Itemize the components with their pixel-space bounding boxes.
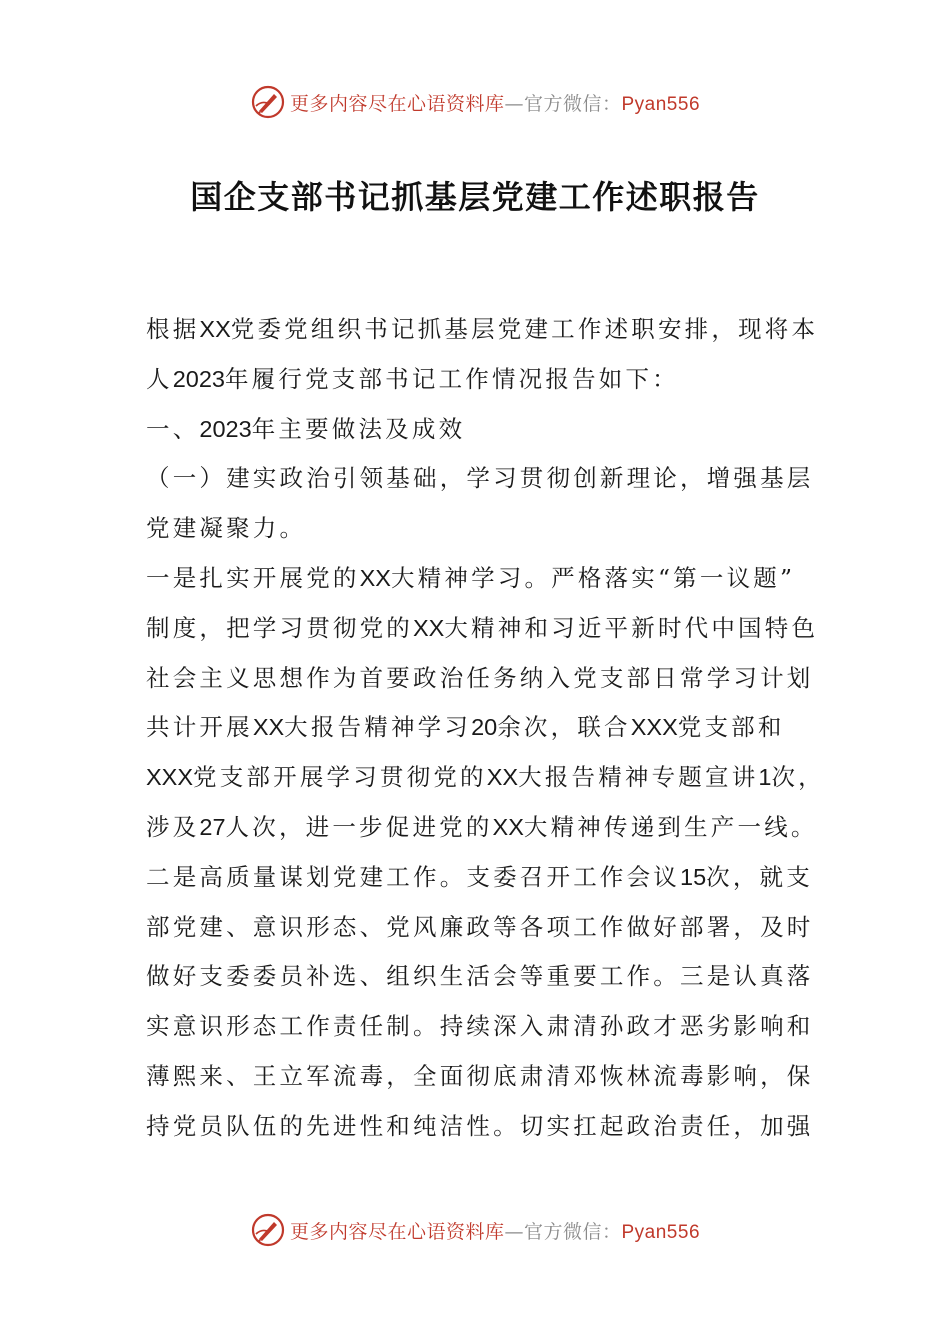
document-body <box>146 305 825 1152</box>
section-heading: 一、2023年主要做法及成效 <box>146 414 466 443</box>
body-line: 实意识形态工作责任制。持续深入肃清孙政才恶劣影响和 <box>146 1012 814 1041</box>
watermark-text: 更多内容尽在心语资料库—官方微信：Pyan556 <box>289 1220 701 1243</box>
pen-seal-icon <box>250 84 286 120</box>
body-line: 共计开展XX大报告精神学习20余次，联合XXX党支部和 <box>146 713 785 742</box>
body-line: 根据XX党委党组织书记抓基层党建工作述职安排，现将本 <box>146 315 819 343</box>
body-line: 社会主义思想作为首要政治任务纳入党支部日常学习计划 <box>146 663 814 692</box>
watermark-text: 更多内容尽在心语资料库—官方微信：Pyan556 <box>289 92 701 115</box>
body-line: 做好支委委员补选、组织生活会等重要工作。三是认真落 <box>146 962 814 991</box>
body-line: 二是高质量谋划党建工作。支委召开工作会议15次，就支 <box>146 862 813 891</box>
footer-watermark-banner <box>0 1208 950 1252</box>
body-line: 部党建、意识形态、党风廉政等各项工作做好部署，及时 <box>146 912 814 941</box>
body-line: XXX党支部开展学习贯彻党的XX大报告精神专题宣讲1次， <box>146 763 825 792</box>
body-line: 人2023年履行党支部书记工作情况报告如下： <box>146 364 679 393</box>
body-line: 薄熙来、王立军流毒，全面彻底肃清邓恢林流毒影响，保 <box>146 1061 814 1090</box>
body-line: 一是扎实开展党的XX大精神学习。严格落实“第一议题” <box>146 563 796 592</box>
document-title: 国企支部书记抓基层党建工作述职报告 <box>190 178 760 216</box>
body-line: 持党员队伍的先进性和纯洁性。切实扛起政治责任，加强 <box>146 1111 814 1140</box>
body-line: 制度，把学习贯彻党的XX大精神和习近平新时代中国特色 <box>146 613 819 642</box>
body-line: 涉及27人次，进一步促进党的XX大精神传递到生产一线。 <box>146 812 818 841</box>
subsection-heading: 党建凝聚力。 <box>146 514 307 543</box>
subsection-heading: （一）建实政治引领基础，学习贯彻创新理论，增强基层 <box>146 464 814 493</box>
pen-seal-icon <box>250 1212 286 1248</box>
header-watermark-banner <box>0 80 950 124</box>
